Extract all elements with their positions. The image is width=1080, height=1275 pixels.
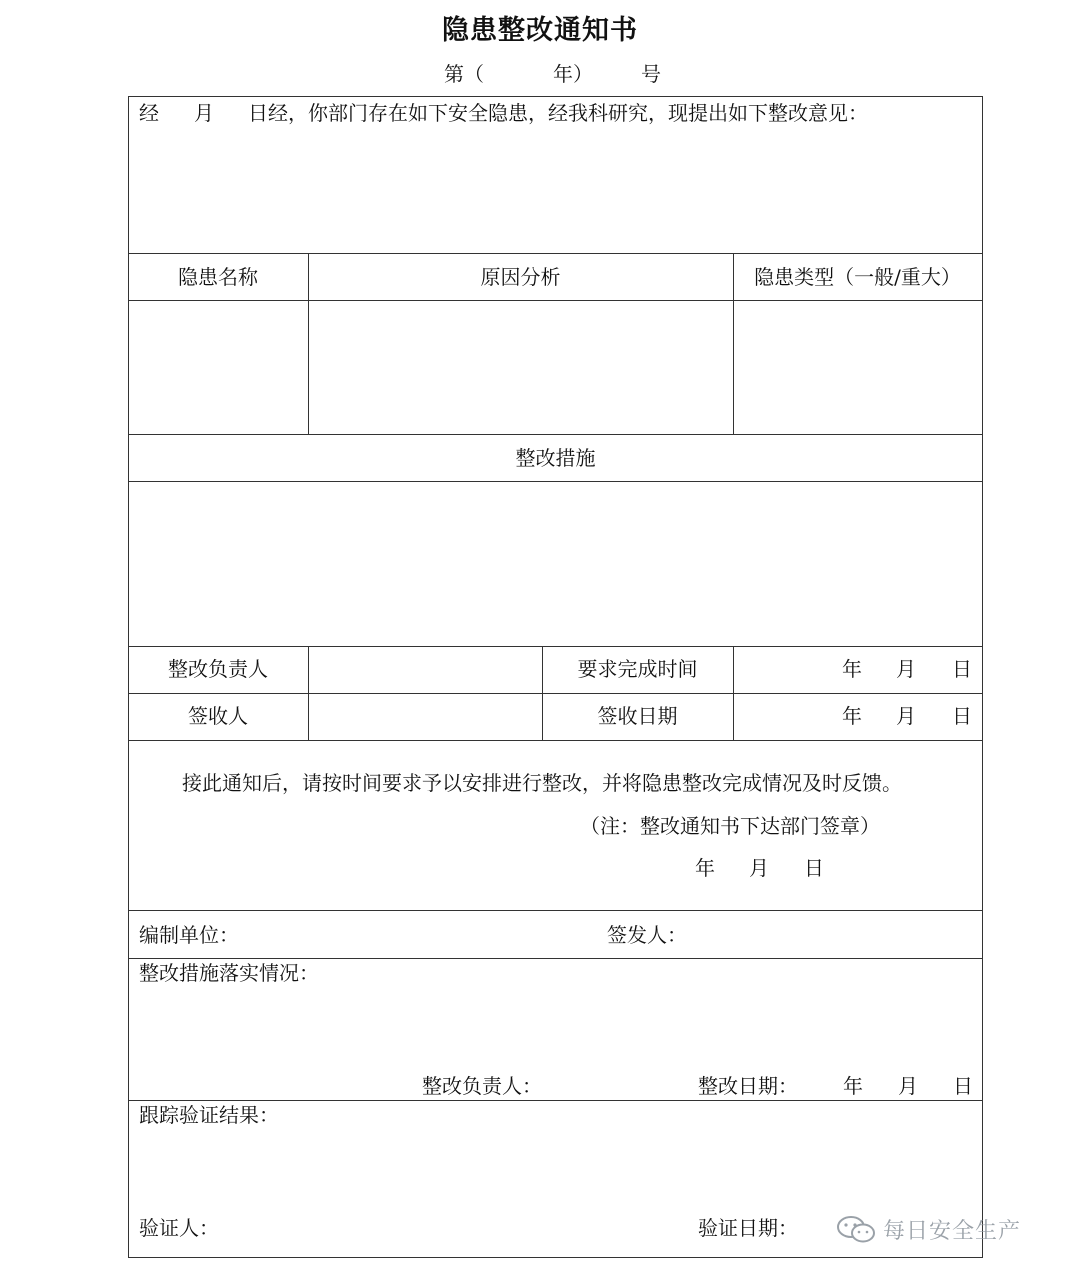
deadline-label: 要求完成时间 bbox=[577, 657, 698, 681]
implementation-date-label: 整改日期： bbox=[698, 1074, 798, 1098]
column-divider bbox=[308, 646, 309, 741]
row-divider bbox=[128, 1100, 983, 1101]
implementation-day: 日 bbox=[953, 1074, 973, 1098]
implementation-month: 月 bbox=[898, 1074, 918, 1098]
notice-note: （注：整改通知书下达部门签章） bbox=[580, 814, 880, 838]
wechat-icon bbox=[835, 1214, 879, 1244]
implementation-year: 年 bbox=[843, 1074, 863, 1098]
row-divider bbox=[128, 958, 983, 959]
issuer-unit-label: 编制单位： bbox=[139, 923, 239, 947]
receive-day: 日 bbox=[952, 704, 972, 728]
table-border-bottom bbox=[128, 1257, 983, 1258]
row-divider bbox=[128, 740, 983, 741]
header-hazard-name: 隐患名称 bbox=[178, 265, 258, 289]
verification-date-label: 验证日期： bbox=[698, 1216, 798, 1240]
receive-year: 年 bbox=[842, 704, 862, 728]
document-title: 隐患整改通知书 bbox=[442, 15, 638, 46]
notice-day: 日 bbox=[804, 856, 824, 880]
intro-text: 日经，你部门存在如下安全隐患，经我科研究，现提出如下整改意见： bbox=[248, 101, 868, 125]
number-suffix: 号 bbox=[641, 62, 661, 86]
receive-date-label: 签收日期 bbox=[597, 704, 678, 728]
intro-month: 月 bbox=[194, 101, 214, 125]
notice-year: 年 bbox=[695, 856, 715, 880]
verifier-label: 验证人： bbox=[139, 1216, 219, 1240]
header-cause-analysis: 原因分析 bbox=[480, 265, 561, 289]
owner-label: 整改负责人 bbox=[168, 657, 268, 681]
deadline-year: 年 bbox=[842, 657, 862, 681]
watermark-text: 每日安全生产 bbox=[883, 1219, 1022, 1244]
table-border-top bbox=[128, 96, 983, 97]
row-divider bbox=[128, 910, 983, 911]
receiver-label: 签收人 bbox=[188, 704, 248, 728]
watermark bbox=[835, 1208, 1055, 1248]
verification-label: 跟踪验证结果： bbox=[139, 1103, 279, 1127]
row-divider bbox=[128, 434, 983, 435]
deadline-month: 月 bbox=[896, 657, 916, 681]
row-divider bbox=[128, 300, 983, 301]
implementation-label: 整改措施落实情况： bbox=[139, 961, 319, 985]
table-border-right bbox=[982, 96, 983, 1258]
number-prefix: 第（ bbox=[444, 62, 484, 86]
measures-label: 整改措施 bbox=[515, 446, 596, 470]
implementation-owner-label: 整改负责人： bbox=[422, 1074, 542, 1098]
notice-month: 月 bbox=[749, 856, 769, 880]
receive-month: 月 bbox=[896, 704, 916, 728]
deadline-day: 日 bbox=[952, 657, 972, 681]
notice-text: 接此通知后，请按时间要求予以安排进行整改，并将隐患整改完成情况及时反馈。 bbox=[182, 771, 902, 795]
number-year: 年） bbox=[553, 62, 593, 86]
row-divider bbox=[128, 646, 983, 647]
row-divider bbox=[128, 253, 983, 254]
header-hazard-type: 隐患类型（一般/重大） bbox=[754, 265, 961, 289]
column-divider bbox=[733, 646, 734, 741]
issuer-signer-label: 签发人： bbox=[607, 923, 687, 947]
document-number-line bbox=[0, 58, 1080, 86]
row-divider bbox=[128, 481, 983, 482]
intro-prefix: 经 bbox=[139, 101, 159, 125]
row-divider bbox=[128, 693, 983, 694]
